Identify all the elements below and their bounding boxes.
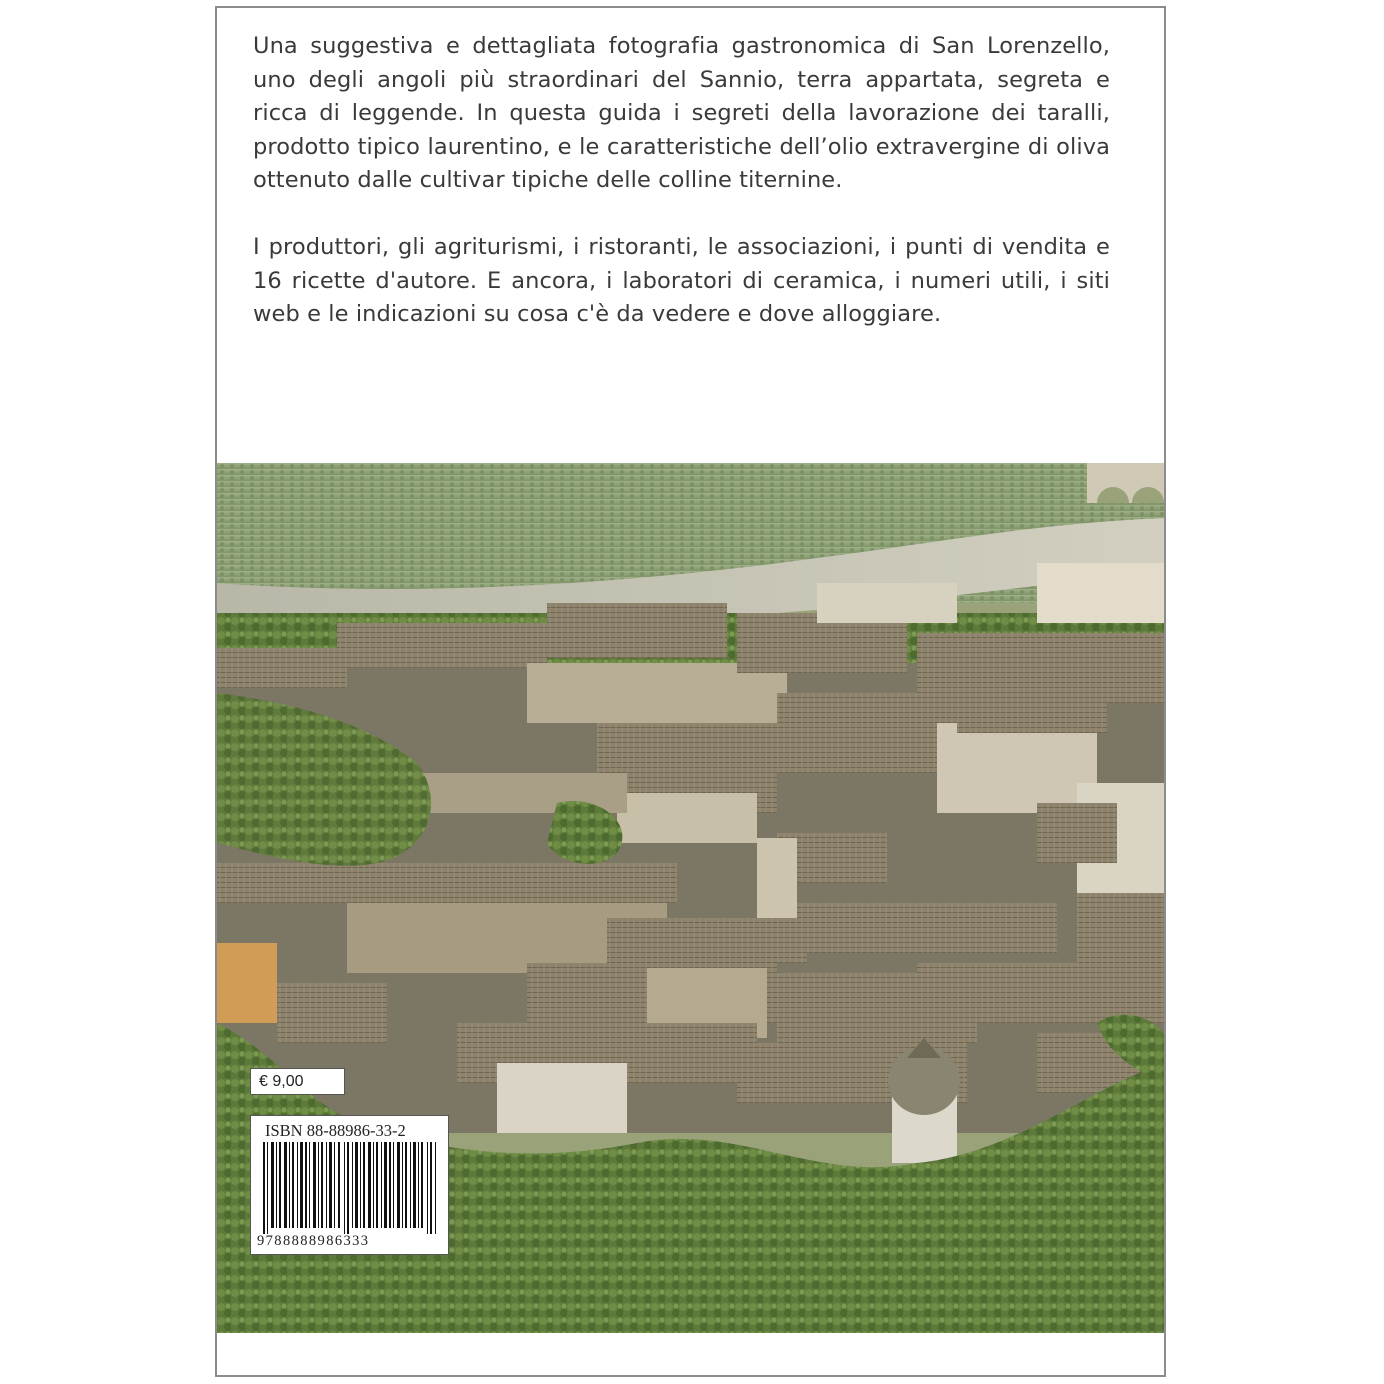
cover-blurb (253, 30, 1110, 332)
price-label: € 9,00 (250, 1068, 345, 1095)
isbn-number: ISBN 88-88986-33-2 (265, 1121, 406, 1140)
book-back-cover (215, 6, 1166, 1377)
barcode-bars (261, 1142, 439, 1234)
blurb-paragraph-2: I produttori, gli agriturismi, i ristoranti, le associazioni, i punti di vendita e 16 ricette d'autore. E ancora, i laboratori di ceramica, i numeri utili, i siti web e le indicazioni su cosa c'è da vedere e dove alloggiare. (253, 233, 1110, 328)
blurb-paragraph-1: Una suggestiva e dettagliata fotografia gastronomica di San Lorenzello, uno degli angoli più straordinari del Sannio, terra appartata, segreta e ricca di leggende. In questa guida i segreti della lavorazione dei taralli, prodotto tipico laurentino, e le caratteristiche dell’olio extravergine di oliva ottenuto dalle cultivar tipiche delle colline titernine. (253, 33, 1110, 194)
isbn-barcode (250, 1115, 449, 1255)
ean-digits: 9788888986333 (257, 1233, 370, 1249)
